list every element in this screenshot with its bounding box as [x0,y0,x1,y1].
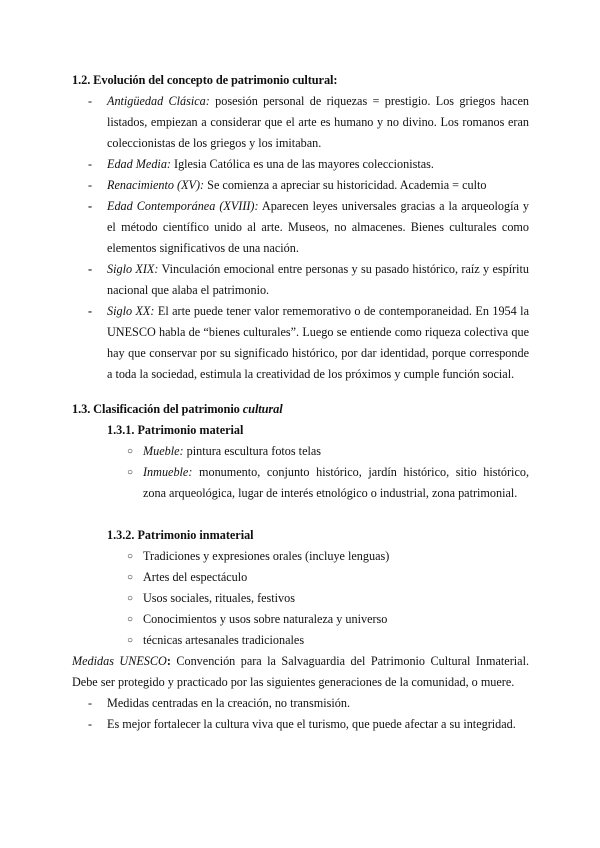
list-item-inmueble [72,462,529,504]
item-text: Iglesia Católica es una de las mayores coleccionistas. [170,157,434,171]
section-1-3-heading [72,399,529,420]
dash-marker: - [88,157,93,171]
list-item-edad-media [72,154,529,175]
item-label: Antigüedad Clásica: [107,94,210,108]
evolution-list [72,91,529,385]
section-1-3-2-heading: 1.3.2. Patrimonio inmaterial [107,528,254,542]
list-item-usos-sociales [72,588,529,609]
item-text: Es mejor fortalecer la cultura viva que el turismo, que puede afectar a su integridad. [107,717,516,731]
dash-marker: - [88,178,93,192]
item-text: El arte puede tener valor rememorativo o de contemporaneidad. En 1954 la UNESCO habla de “bienes culturales”. Luego se entiende como riqueza colectiva que hay que conservar por su significado histórico, por dar identidad, porque corresponde a toda la sociedad, estimula la creatividad de los próximos y cumple función social. [107,304,529,381]
unesco-paragraph [72,651,529,693]
list-item-mueble [72,441,529,462]
item-text: posesión personal de riquezas = prestigio. Los griegos hacen listados, empiezan a considerar que el arte es humano y no divino. Los romanos eran coleccionistas de los griegos y los imitaban. [107,94,529,150]
dash-marker: - [88,304,93,318]
dash-marker: - [88,94,93,108]
circle-marker: ○ [127,614,134,625]
item-label: Edad Contemporánea (XVIII): [107,199,259,213]
spacer [72,504,529,525]
circle-marker: ○ [127,572,134,583]
item-label: Siglo XIX: [107,262,159,276]
circle-marker: ○ [127,593,134,604]
item-text: Aparecen leyes universales gracias a la arqueología y el método científico unido al arte. Museos, no almacenes. Bienes culturales como elementos significativos de una nación. [107,199,529,255]
list-item-conocimientos [72,609,529,630]
item-text: Medidas centradas en la creación, no transmisión. [107,696,350,710]
list-item-tradiciones [72,546,529,567]
item-text: Vinculación emocional entre personas y su pasado histórico, raíz y espíritu nacional que alaba el patrimonio. [107,262,530,297]
item-text: Se comienza a apreciar su historicidad. Academia = culto [204,178,487,192]
document-page [72,70,529,735]
list-item-tecnicas [72,630,529,651]
item-text: pintura escultura fotos telas [183,444,322,458]
list-item-medidas [72,693,529,714]
list-item-antiguedad [72,91,529,154]
item-text: Artes del espectáculo [143,570,248,584]
inmaterial-list [72,546,529,651]
heading-italic: cultural [242,402,283,416]
item-text: Usos sociales, rituales, festivos [143,591,295,605]
list-item-fortalecer [72,714,529,735]
list-item-edad-contemporanea [72,196,529,259]
circle-marker: ○ [127,551,134,562]
circle-marker: ○ [127,467,134,478]
item-label: Inmueble: [143,465,193,479]
circle-marker: ○ [127,635,134,646]
dash-marker: - [88,262,93,276]
heading-main: 1.3. Clasificación del patrimonio [72,402,243,416]
unesco-label: Medidas UNESCO [72,654,167,668]
unesco-text: Convención para la Salvaguardia del Patrimonio Cultural Inmaterial. Debe ser protegido y practicado por las siguientes generaciones de la comunidad, o muere. [72,654,530,689]
item-label: Edad Media: [107,157,171,171]
list-item-siglo-xx [72,301,529,385]
dash-marker: - [88,696,93,710]
item-label: Renacimiento (XV): [107,178,205,192]
item-text: Conocimientos y usos sobre naturaleza y universo [143,612,388,626]
section-1-3-1-heading: 1.3.1. Patrimonio material [107,423,244,437]
item-label: Mueble: [143,444,184,458]
dash-marker: - [88,717,93,731]
dash-marker: - [88,199,93,213]
list-item-siglo-xix [72,259,529,301]
item-text: Tradiciones y expresiones orales (incluye lenguas) [143,549,390,563]
section-1-2-heading: 1.2. Evolución del concepto de patrimonio cultural: [72,73,338,87]
list-item-artes [72,567,529,588]
material-list [72,441,529,504]
unesco-colon: : [166,654,171,668]
item-text: técnicas artesanales tradicionales [143,633,305,647]
item-text: monumento, conjunto histórico, jardín histórico, sitio histórico, zona arqueológica, lugar de interés etnológico o industrial, zona patrimonial. [143,465,529,500]
unesco-list [72,693,529,735]
circle-marker: ○ [127,446,134,457]
item-label: Siglo XX: [107,304,155,318]
list-item-renacimiento [72,175,529,196]
